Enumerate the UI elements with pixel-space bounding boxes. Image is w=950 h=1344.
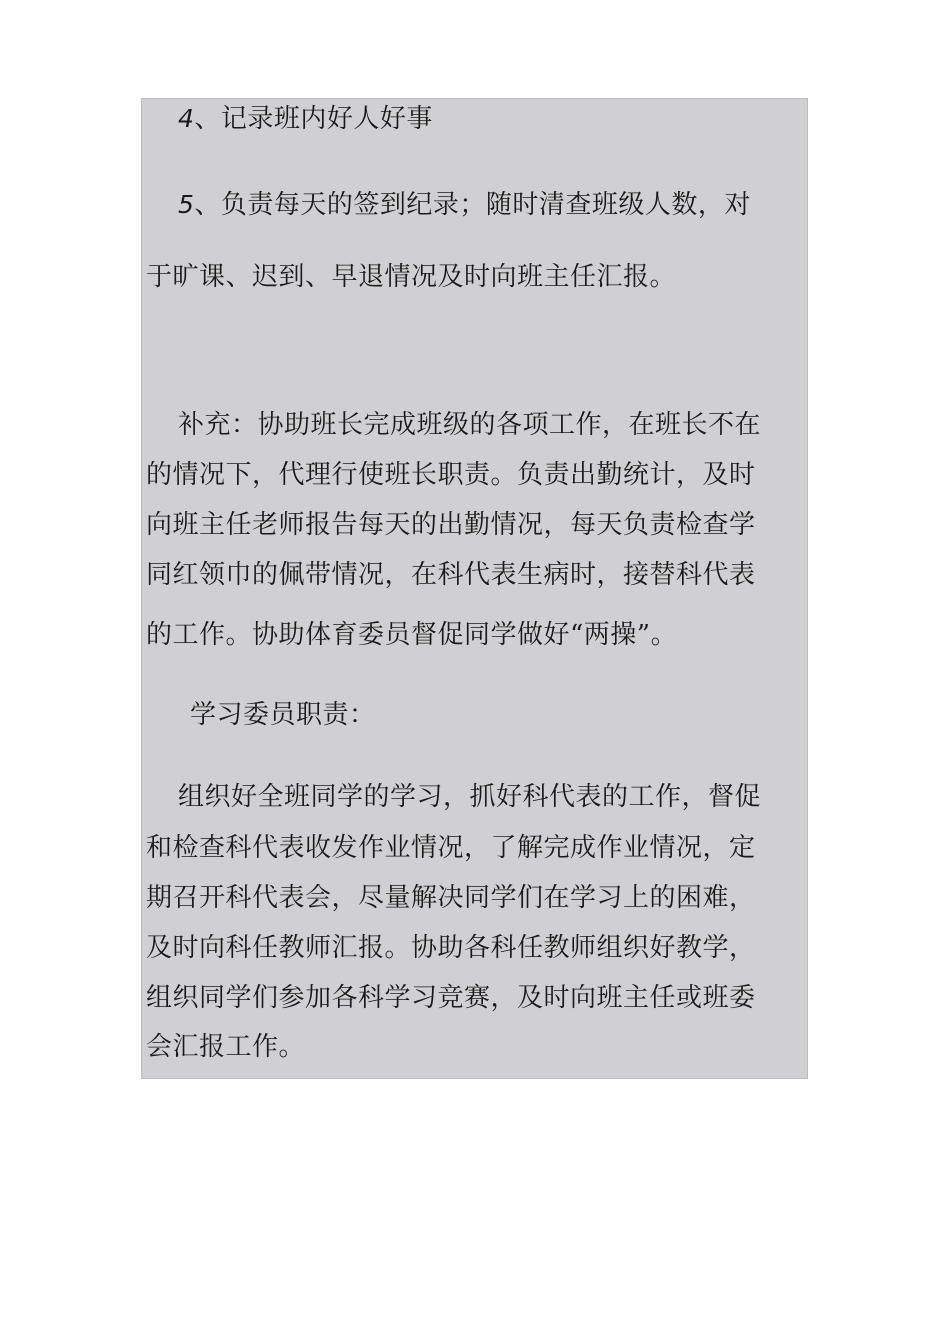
study-paragraph-line: 组织同学们参加各科学习竞赛，及时向班主任或班委 — [146, 983, 756, 1013]
item-number: 4 — [178, 104, 195, 133]
supplement-paragraph-line: 同红领巾的佩带情况，在科代表生病时，接替科代表 — [146, 560, 756, 590]
supplement-paragraph-line: 的情况下，代理行使班长职责。负责出勤统计，及时 — [146, 460, 756, 490]
section-heading: 学习委员职责： — [190, 700, 376, 730]
item-text: 、负责每天的签到纪录；随时清查班级人数，对 — [194, 190, 751, 220]
duty-item-5 — [178, 189, 838, 221]
study-paragraph-line: 会汇报工作。 — [146, 1032, 306, 1062]
supplement-paragraph-line: 补充：协助班长完成班级的各项工作，在班长不在 — [178, 410, 762, 440]
item-number: 5 — [178, 190, 195, 219]
supplement-paragraph-line: 的工作。协助体育委员督促同学做好“两操”。 — [146, 620, 678, 650]
duty-item-4 — [178, 103, 838, 135]
study-paragraph-line: 及时向科任教师汇报。协助各科任教师组织好教学， — [146, 933, 756, 963]
study-paragraph-line: 期召开科代表会，尽量解决同学们在学习上的困难， — [146, 883, 756, 913]
text-line: 于旷课、迟到、早退情况及时向班主任汇报。 — [146, 262, 677, 292]
supplement-paragraph-line: 向班主任老师报告每天的出勤情况，每天负责检查学 — [146, 510, 756, 540]
item-text: 、记录班内好人好事 — [194, 104, 433, 134]
text-panel — [141, 98, 808, 1079]
study-paragraph-line: 组织好全班同学的学习，抓好科代表的工作，督促 — [178, 782, 762, 812]
study-paragraph-line: 和检查科代表收发作业情况，了解完成作业情况，定 — [146, 833, 756, 863]
